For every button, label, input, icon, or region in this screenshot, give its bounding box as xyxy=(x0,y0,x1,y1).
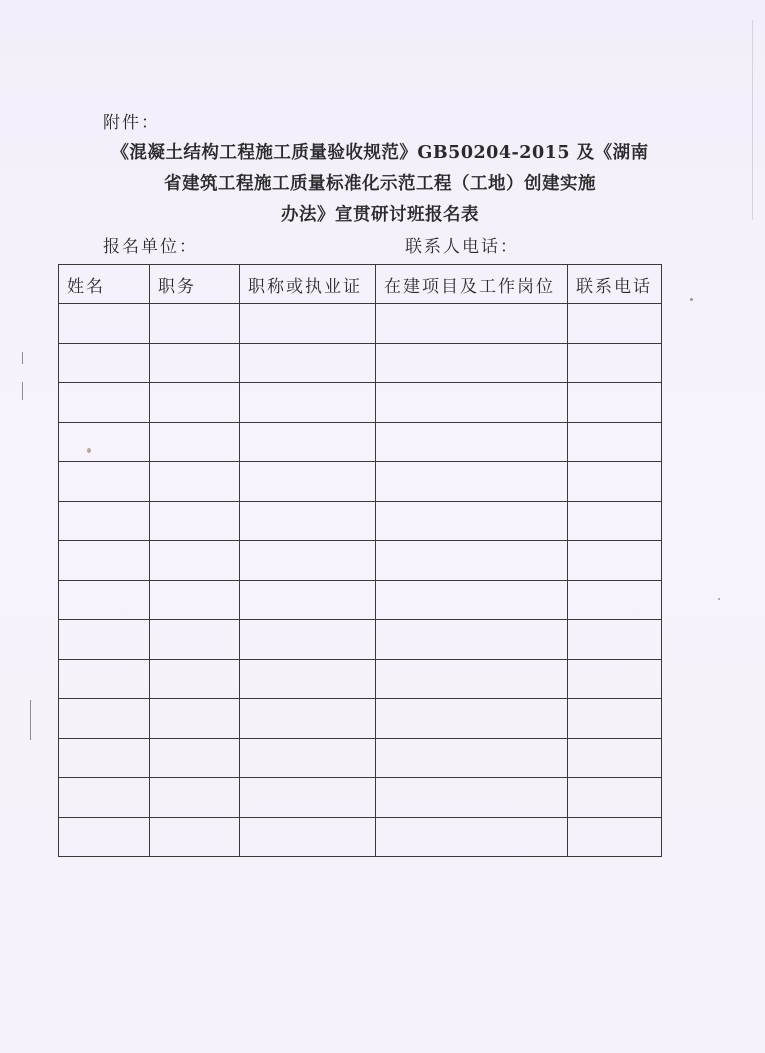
table-cell xyxy=(568,501,662,541)
table-cell xyxy=(240,580,376,620)
table-cell xyxy=(568,422,662,462)
scan-edge-mark xyxy=(30,700,31,740)
table-row xyxy=(59,541,662,581)
table-cell xyxy=(59,659,150,699)
contact-phone-label: 联系人电话： xyxy=(405,237,519,257)
table-cell xyxy=(376,541,568,581)
column-header-position: 职务 xyxy=(150,265,240,304)
scan-edge-mark xyxy=(752,20,753,220)
table-cell xyxy=(150,343,240,383)
table-cell xyxy=(150,501,240,541)
table-cell xyxy=(568,817,662,857)
table-cell xyxy=(376,817,568,857)
table-cell xyxy=(376,304,568,344)
table-cell xyxy=(568,462,662,502)
table-cell xyxy=(240,778,376,818)
table-row xyxy=(59,422,662,462)
table-cell xyxy=(376,462,568,502)
table-cell xyxy=(150,699,240,739)
table-cell xyxy=(240,620,376,660)
table-row xyxy=(59,304,662,344)
table-cell xyxy=(568,620,662,660)
column-header-title-certificate: 职称或执业证 xyxy=(240,265,376,304)
table-row xyxy=(59,462,662,502)
table-cell xyxy=(376,383,568,423)
table-cell xyxy=(376,738,568,778)
table-cell xyxy=(59,383,150,423)
table-cell xyxy=(240,304,376,344)
table-cell xyxy=(376,422,568,462)
table-cell xyxy=(150,620,240,660)
table-cell xyxy=(376,501,568,541)
table-cell xyxy=(150,383,240,423)
table-cell xyxy=(240,738,376,778)
table-cell xyxy=(150,659,240,699)
table-cell xyxy=(376,699,568,739)
table-cell xyxy=(568,580,662,620)
table-cell xyxy=(240,817,376,857)
table-cell xyxy=(59,422,150,462)
table-cell xyxy=(376,620,568,660)
table-row xyxy=(59,501,662,541)
table-cell xyxy=(240,659,376,699)
table-cell xyxy=(150,738,240,778)
registration-table xyxy=(58,264,662,857)
title-line-3: 办法》宣贯研讨班报名表 xyxy=(281,205,479,225)
table-cell xyxy=(150,422,240,462)
table-cell xyxy=(376,659,568,699)
table-cell xyxy=(568,383,662,423)
table-cell xyxy=(568,304,662,344)
table-row xyxy=(59,383,662,423)
table-body xyxy=(59,304,662,857)
scan-speck xyxy=(690,298,693,301)
table-cell xyxy=(376,343,568,383)
attachment-label: 附件： xyxy=(103,113,160,133)
table-header-row xyxy=(59,265,662,304)
table-cell xyxy=(240,541,376,581)
table-cell xyxy=(150,778,240,818)
column-header-project-role: 在建项目及工作岗位 xyxy=(376,265,568,304)
table-cell xyxy=(59,738,150,778)
table-cell xyxy=(59,462,150,502)
table-row xyxy=(59,659,662,699)
scan-speck xyxy=(718,598,720,600)
scan-edge-mark xyxy=(22,352,23,364)
table-row xyxy=(59,580,662,620)
table-cell xyxy=(240,383,376,423)
table-cell xyxy=(150,580,240,620)
scan-edge-mark xyxy=(22,382,23,400)
table-cell xyxy=(59,304,150,344)
table-row xyxy=(59,778,662,818)
registrant-unit-label: 报名单位： xyxy=(103,237,198,257)
table-cell xyxy=(150,817,240,857)
table-row xyxy=(59,620,662,660)
table-cell xyxy=(59,778,150,818)
table-cell xyxy=(240,699,376,739)
table-cell xyxy=(240,422,376,462)
table-cell xyxy=(568,778,662,818)
table-cell xyxy=(150,462,240,502)
table-cell xyxy=(59,580,150,620)
column-header-name: 姓名 xyxy=(59,265,150,304)
table-cell xyxy=(376,778,568,818)
title-line-1: 《混凝土结构工程施工质量验收规范》GB50204-2015 及《湖南 xyxy=(111,143,649,163)
title-line-2: 省建筑工程施工质量标准化示范工程（工地）创建实施 xyxy=(164,174,596,194)
form-title xyxy=(80,138,680,231)
table-row xyxy=(59,817,662,857)
scan-speck xyxy=(87,448,91,453)
table-cell xyxy=(59,620,150,660)
table-cell xyxy=(59,501,150,541)
table-cell xyxy=(59,699,150,739)
table-cell xyxy=(568,343,662,383)
table-cell xyxy=(240,343,376,383)
table-cell xyxy=(568,541,662,581)
table-cell xyxy=(376,580,568,620)
table-cell xyxy=(59,343,150,383)
table-row xyxy=(59,699,662,739)
table-row xyxy=(59,738,662,778)
table-cell xyxy=(59,541,150,581)
table-cell xyxy=(150,541,240,581)
table-cell xyxy=(150,304,240,344)
table-cell xyxy=(240,501,376,541)
table-cell xyxy=(240,462,376,502)
table-cell xyxy=(59,817,150,857)
table-cell xyxy=(568,738,662,778)
column-header-phone: 联系电话 xyxy=(568,265,662,304)
table-row xyxy=(59,343,662,383)
table-cell xyxy=(568,659,662,699)
table-cell xyxy=(568,699,662,739)
